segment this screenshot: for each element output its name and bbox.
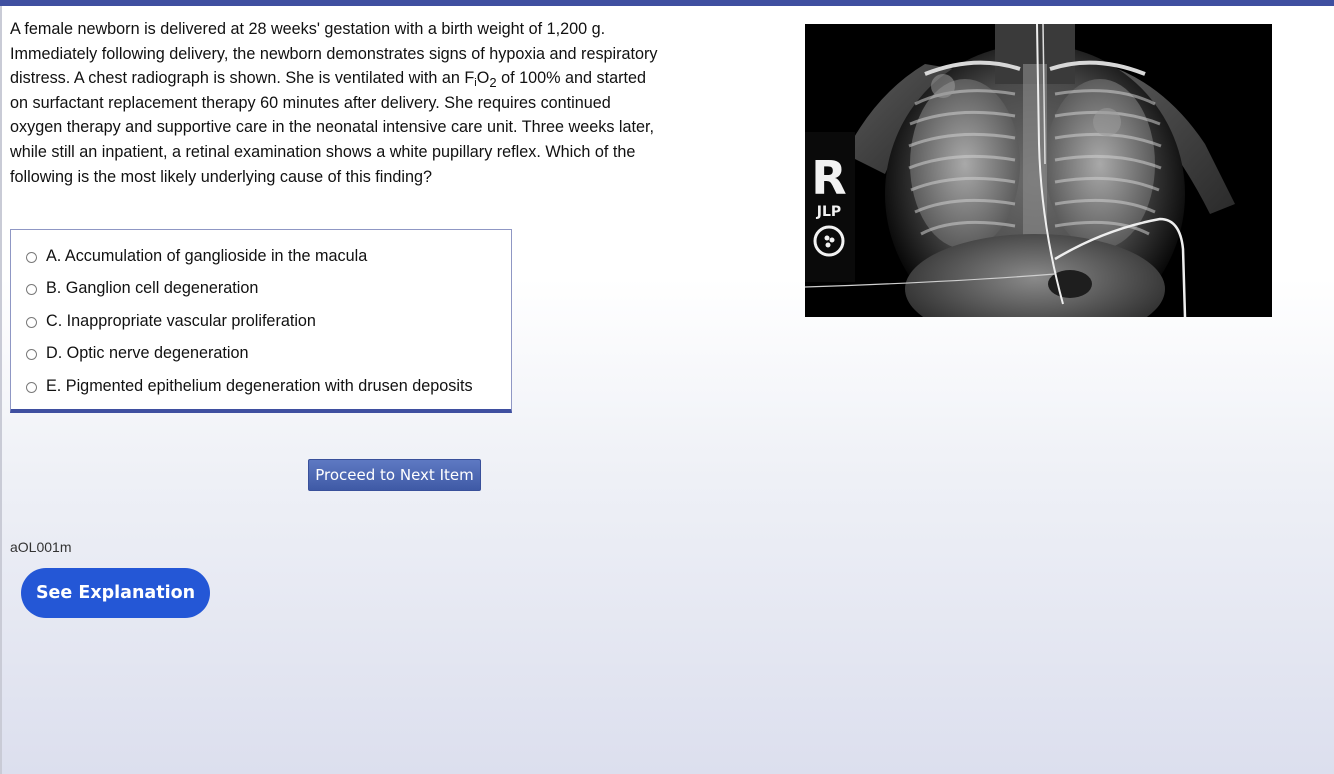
left-border (0, 6, 2, 774)
stem-line: distress. A chest radiograph is shown. She is ventilated with an $F_iO_2$ of 100% and started (10, 69, 646, 91)
choice-label: A. Accumulation of ganglioside in the macula (46, 246, 368, 265)
stem-line: oxygen therapy and supportive care in the neonatal intensive care unit. Three weeks later, (10, 118, 654, 137)
top-accent-bar (0, 0, 1334, 6)
answer-choices-box (10, 229, 512, 413)
stem-line: on surfactant replacement therapy 60 minutes after delivery. She requires continued (10, 93, 611, 112)
answer-choice-d[interactable] (11, 341, 248, 365)
choice-label: E. Pigmented epithelium degeneration with drusen deposits (46, 376, 473, 395)
radio-button[interactable] (26, 382, 37, 393)
chest-radiograph-image (805, 24, 1272, 317)
radio-button[interactable] (26, 317, 37, 328)
stem-line: following is the most likely underlying cause of this finding? (10, 167, 432, 186)
stem-line: while still an inpatient, a retinal examination shows a white pupillary reflex. Which of the (10, 142, 636, 161)
answer-choice-a[interactable] (11, 244, 367, 268)
marker-initials: JLP (816, 204, 842, 220)
answer-choice-e[interactable] (11, 374, 473, 398)
proceed-next-button[interactable]: Proceed to Next Item (308, 459, 481, 491)
choice-label: D. Optic nerve degeneration (46, 343, 249, 362)
see-explanation-button[interactable]: See Explanation (21, 568, 210, 618)
question-stem (10, 17, 710, 189)
radio-button[interactable] (26, 252, 37, 263)
marker-letter: R (811, 151, 847, 205)
choice-label: B. Ganglion cell degeneration (46, 278, 259, 297)
answer-choice-b[interactable] (11, 276, 258, 300)
radio-button[interactable] (26, 349, 37, 360)
choice-label: C. Inappropriate vascular proliferation (46, 311, 316, 330)
stem-line: Immediately following delivery, the newborn demonstrates signs of hypoxia and respiratory (10, 44, 658, 63)
answer-choice-c[interactable] (11, 309, 316, 333)
stem-line: A female newborn is delivered at 28 weeks' gestation with a birth weight of 1,200 g. (10, 20, 606, 38)
radio-button[interactable] (26, 284, 37, 295)
item-id: aOL001m (10, 539, 72, 555)
